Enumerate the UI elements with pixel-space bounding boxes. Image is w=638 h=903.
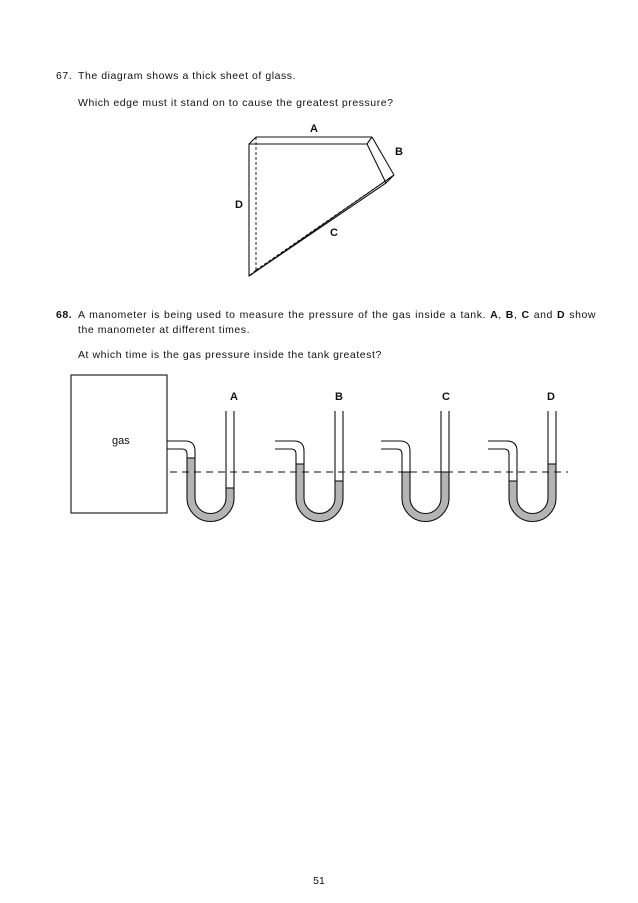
edge-label-b: B bbox=[395, 146, 403, 158]
manometer-d-fluid bbox=[509, 464, 556, 522]
question-number: 67. bbox=[56, 70, 73, 82]
manometer-label-b: B bbox=[335, 391, 343, 403]
edge-label-c: C bbox=[330, 227, 338, 239]
manometer-c bbox=[381, 411, 449, 522]
manometer-label-a: A bbox=[230, 391, 238, 403]
option-b-ref: B bbox=[505, 309, 514, 321]
manometer-label-d: D bbox=[547, 391, 555, 403]
question-stem: A manometer is being used to measure the pressure of the gas inside a tank. A, B, C and D show the manometer at different times. bbox=[78, 309, 597, 336]
question-prompt: Which edge must it stand on to cause the greatest pressure? bbox=[78, 97, 394, 109]
question-stem: The diagram shows a thick sheet of glass. bbox=[78, 70, 297, 82]
edge-label-a: A bbox=[310, 123, 318, 135]
manometer-b-fluid bbox=[296, 464, 343, 522]
page-number: 51 bbox=[313, 875, 325, 887]
question-number: 68. bbox=[56, 309, 73, 321]
option-a-ref: A bbox=[490, 309, 499, 321]
option-d-ref: D bbox=[557, 309, 566, 321]
manometer-d bbox=[488, 411, 556, 522]
manometer-b bbox=[275, 411, 343, 522]
tank-pipe bbox=[167, 441, 195, 454]
gas-label: gas bbox=[112, 435, 130, 447]
manometer-a-fluid bbox=[187, 458, 234, 521]
option-c-ref: C bbox=[521, 309, 530, 321]
question-prompt: At which time is the gas pressure inside the tank greatest? bbox=[78, 349, 382, 361]
edge-label-d: D bbox=[235, 199, 243, 211]
manometer-fluid bbox=[187, 458, 556, 522]
manometer-label-c: C bbox=[442, 391, 450, 403]
